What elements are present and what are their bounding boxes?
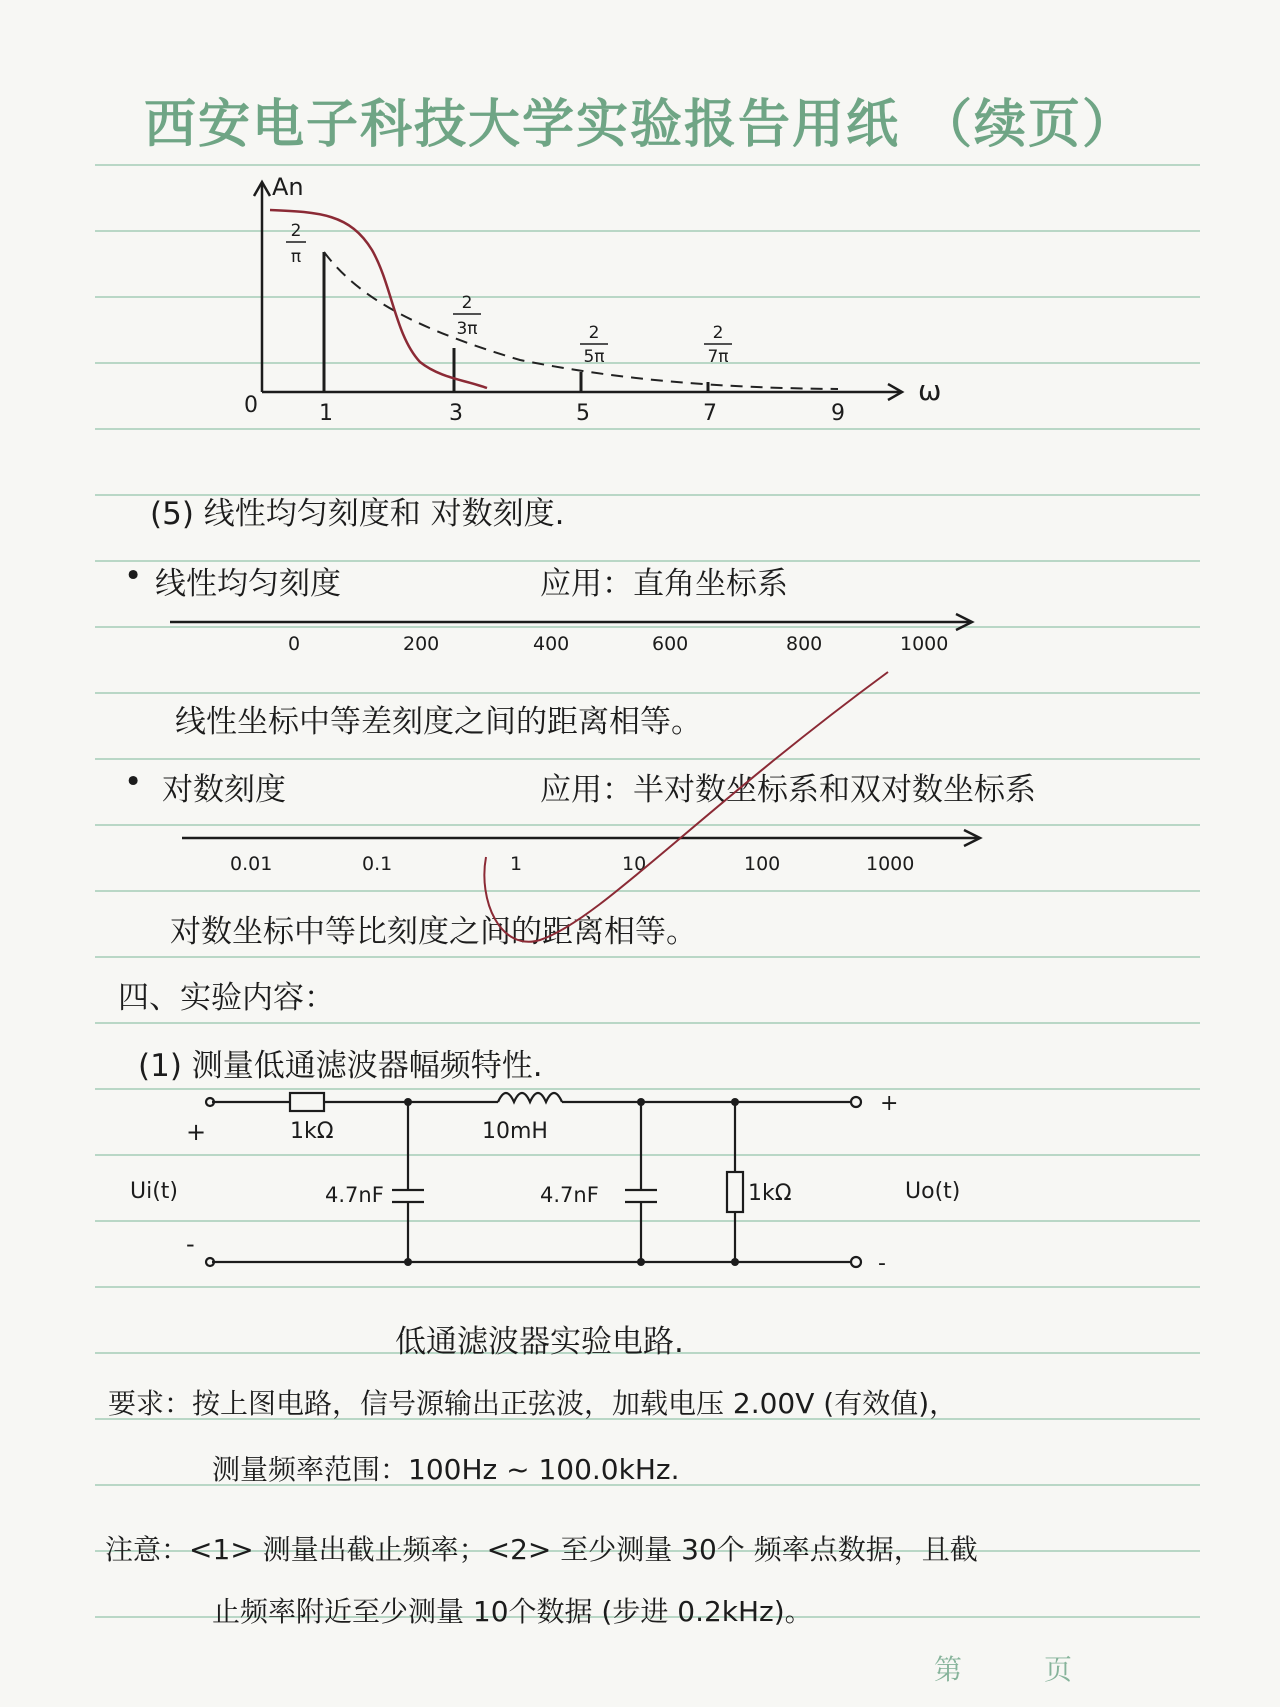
resistor-r1 <box>290 1093 324 1111</box>
junction-dot <box>731 1098 739 1106</box>
log-scale-tick: 0.1 <box>362 853 393 875</box>
log-scale-tick: 10 <box>622 853 647 875</box>
linear-scale-tick: 0 <box>288 633 301 655</box>
linear-scale-application: 应用：直角坐标系 <box>540 566 788 602</box>
requirement-line-1: 要求：按上图电路，信号源输出正弦波，加载电压 2.00V (有效值)， <box>108 1387 958 1420</box>
svg-text:2: 2 <box>588 323 600 343</box>
svg-text:2: 2 <box>712 323 724 343</box>
log-scale-application: 应用：半对数坐标系和双对数坐标系 <box>540 772 1036 808</box>
output-terminal-bottom <box>851 1257 861 1267</box>
requirement-line-2: 测量频率范围：100Hz ~ 100.0kHz. <box>212 1453 680 1486</box>
svg-text:7π: 7π <box>707 347 729 367</box>
svg-text:π: π <box>290 247 302 267</box>
log-scale-note: 对数坐标中等比刻度之间的距离相等。 <box>170 914 697 950</box>
output-terminal-top <box>851 1097 861 1107</box>
spectrum-x-tick: 5 <box>576 401 590 426</box>
resistor-r1-label: 1kΩ <box>290 1119 334 1144</box>
svg-text:5π: 5π <box>583 347 605 367</box>
experiment-item-1: (1) 测量低通滤波器幅频特性. <box>138 1048 543 1084</box>
output-voltage-label: Uo(t) <box>905 1179 961 1204</box>
linear-scale-label: 线性均匀刻度 <box>155 566 341 602</box>
junction-dot <box>637 1098 645 1106</box>
spectrum-origin-label: 0 <box>244 393 258 418</box>
linear-scale-note: 线性坐标中等差刻度之间的距离相等。 <box>175 704 702 740</box>
log-scale-tick: 100 <box>744 853 781 875</box>
svg-text:2: 2 <box>290 221 302 241</box>
note-line-2: 止频率附近至少测量 10个数据 (步进 0.2kHz)。 <box>212 1595 813 1628</box>
svg-text:3π: 3π <box>456 319 478 339</box>
capacitor-c2-label: 4.7nF <box>540 1183 599 1207</box>
load-resistor <box>727 1172 743 1212</box>
output-plus-sign: + <box>880 1091 899 1116</box>
log-bullet: • <box>124 764 143 800</box>
section5-heading: (5) 线性均匀刻度和 对数刻度. <box>150 496 565 532</box>
log-scale-tick: 1 <box>510 853 523 875</box>
page-number-suffix: 页 <box>1044 1653 1073 1686</box>
spectrum-x-tick: 7 <box>703 401 717 426</box>
spectrum-x-label: ω <box>918 374 942 407</box>
svg-text:2: 2 <box>461 293 473 313</box>
note-line-1: 注意：<1> 测量出截止频率；<2> 至少测量 30个 频率点数据，且截 <box>105 1533 978 1566</box>
capacitor-c1-label: 4.7nF <box>325 1183 384 1207</box>
output-minus-sign: - <box>878 1251 886 1276</box>
linear-scale-tick: 800 <box>786 633 823 655</box>
page-title: 西安电子科技大学实验报告用纸 （续页） <box>143 94 1137 155</box>
log-scale-tick: 0.01 <box>230 853 273 875</box>
spectrum-x-tick: 9 <box>831 401 845 426</box>
log-scale-label: 对数刻度 <box>162 772 286 808</box>
linear-scale-tick: 200 <box>403 633 440 655</box>
ruled-line <box>95 1022 1200 1024</box>
section4-heading: 四、实验内容： <box>118 980 335 1016</box>
input-minus-sign: - <box>186 1230 195 1258</box>
input-voltage-label: Ui(t) <box>130 1179 179 1204</box>
inductor-l1 <box>498 1093 562 1102</box>
load-resistor-label: 1kΩ <box>748 1181 792 1206</box>
input-plus-sign: + <box>186 1118 207 1146</box>
spectrum-x-tick: 1 <box>319 401 333 426</box>
log-scale-tick: 1000 <box>866 853 915 875</box>
low-pass-filter-circuit <box>0 1080 1280 1290</box>
linear-bullet: • <box>124 558 143 594</box>
spectrum-y-label: An <box>272 173 304 201</box>
junction-dot <box>404 1098 412 1106</box>
linear-scale-tick: 1000 <box>900 633 949 655</box>
linear-scale-tick: 400 <box>533 633 570 655</box>
junction-dot <box>404 1258 412 1266</box>
junction-dot <box>731 1258 739 1266</box>
circuit-caption: 低通滤波器实验电路. <box>395 1324 684 1360</box>
linear-scale-tick: 600 <box>652 633 689 655</box>
page-number-prefix: 第 <box>934 1653 963 1686</box>
junction-dot <box>637 1258 645 1266</box>
spectrum-x-tick: 3 <box>449 401 463 426</box>
inductor-label: 10mH <box>482 1119 548 1144</box>
